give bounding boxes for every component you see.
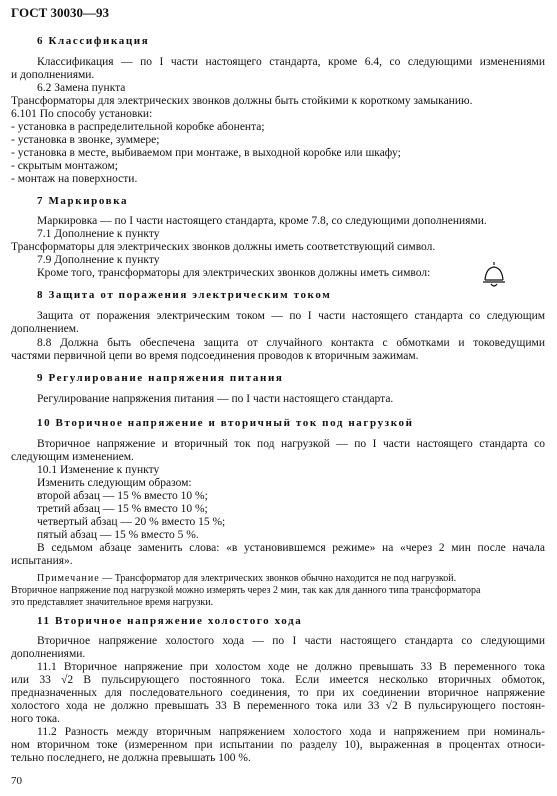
s10-line: четвертый абзац — 20 % вместо 15 %; [37,516,226,528]
document-header: ГОСТ 30030—93 [11,5,110,20]
s11-line: ного тока. [11,713,60,725]
s6-line: и дополнениями. [11,69,95,81]
s11-line: ном вторичном токе (измеренном при испытании по разделу 10), выраженная в процентах относи- [11,739,545,751]
s8-line: дополнением. [11,323,79,335]
page-number: 70 [11,775,22,787]
s10-line: пятый абзац — 15 % вместо 5 %. [37,529,199,541]
s11-line: холостого хода не должно превышать 33 В переменного тока или 33 √2 В пульсирующего постоян- [11,700,545,712]
s8-line: частями первичной цепи во время подсоединения проводов к вторичным зажимам. [11,350,419,362]
s10-line: третий абзац — 15 % вместо 10 %; [37,503,208,515]
s6-line: - установка в звонке, зуммере; [11,134,160,146]
s7-line: 7.9 Дополнение к пункту [37,254,160,266]
section-9-title: 9 Регулирование напряжения питания [37,372,284,384]
s7-line: Трансформаторы для электрических звонков должны иметь соответствующий символ. [11,241,436,253]
s10-line: Вторичное напряжение и вторичный ток под нагрузкой — по I части настоящего стандарта со [37,438,545,450]
section-7-title: 7 Маркировка [37,195,129,207]
section-11-title: 11 Вторичное напряжение холостого хода [37,615,303,627]
s10-line: 10.1 Изменение к пункту [37,464,160,476]
s11-line: дополнениями. [11,648,86,660]
note-text: — Трансформатор для электрических звонков обычно находится не под нагрузкой. [99,573,457,584]
s6-line: - скрытым монтажом; [11,160,118,172]
section-8-title: 8 Защита от поражения электрическим током [37,289,332,301]
s8-line: Защита от поражения электрическим током — по I части настоящего стандарта со следующим [37,310,545,322]
s11-line: 11.1 Вторичное напряжение при холостом ходе не должно превышать 33 В переменного тока [37,661,545,673]
s10-note-line: это представляет значительное время нагрузки. [11,597,214,608]
s6-line: - установка в распределительной коробке абонента; [11,121,265,133]
s6-line: - монтаж на поверхности. [11,173,138,185]
s6-line: 6.101 По способу установки: [11,108,153,120]
s6-line: 6.2 Замена пункта [37,82,126,94]
s10-line: Изменить следующим образом: [37,477,192,489]
s11-line: или 33 √2 В пульсирующего постоянного тока. Если имеется несколько вторичных обмоток, [11,674,545,686]
s9-line: Регулирование напряжения питания — по I части настоящего стандарта. [37,393,394,405]
section-10-title: 10 Вторичное напряжение и вторичный ток под нагрузкой [37,417,414,429]
s11-line: 11.2 Разность между вторичным напряжением холостого хода и напряжением при номиналь- [37,726,545,738]
s6-line: Трансформаторы для электрических звонков должны быть стойкими к короткому замыканию. [11,95,473,107]
s7-line: 7.1 Дополнение к пункту [37,228,160,240]
s6-line: - установка в месте, выбиваемом при монтаже, в выходной коробке или шкафу; [11,147,401,159]
s10-line: следующим изменением. [11,451,134,463]
s11-line: предназначенных для последовательного соединения, то при их соединении вторичное напряжение [11,687,545,699]
s11-line: тельно последнего, не должна превышать 100 %. [11,752,251,764]
note-prefix: Примечание [37,573,100,584]
s8-line: 8.8 Должна быть обеспечена защита от случайного контакта с обмотками и токоведущими [37,337,545,349]
s6-line: Классификация — по I части настоящего стандарта, кроме 6.4, со следующими изменениями [37,56,545,68]
s10-line: испытания». [11,555,73,567]
s10-line: второй абзац — 15 % вместо 10 %; [37,490,208,502]
bell-transformer-symbol [481,260,507,290]
s11-line: Вторичное напряжение холостого хода — по I части настоящего стандарта со следующими [37,635,545,647]
s10-note-line: Вторичное напряжение под нагрузкой можно измерять через 2 мин, так как для данного типа трансформатора [11,585,481,596]
s7-line: Кроме того, трансформаторы для электрических звонков должны иметь символ: [37,267,431,279]
s7-line: Маркировка — по I части настоящего стандарта, кроме 7.8, со следующими дополнениями. [37,215,487,227]
s10-line: В седьмом абзаце заменить слова: «в установившемся режиме» на «через 2 мин после начала [37,542,545,554]
section-6-title: 6 Классификация [37,35,150,47]
